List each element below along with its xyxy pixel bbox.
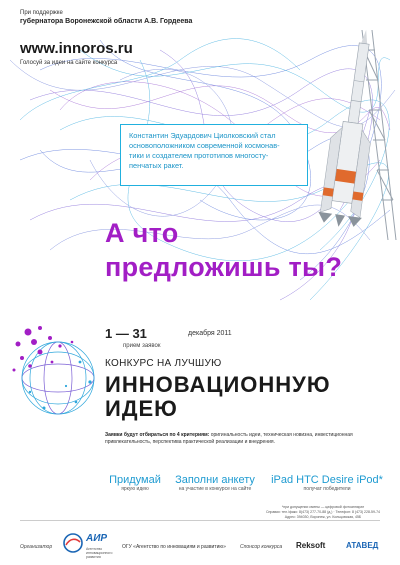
organizer-label: Организатор [20,544,53,550]
support-governor: губернатора Воронежской области А.В. Гордеева [20,18,193,25]
quote-line: основоположником современной космонав- [129,141,280,150]
dates-label: прием заявок [123,343,161,349]
step-1-subtitle: яркую идею [121,486,149,492]
step-2-subtitle: на участие в конкурсе на сайте [178,486,252,492]
air-logo-icon [62,532,84,554]
air-logo-subtitle: Агентство инновационного развития [86,547,113,559]
step-1-title: Придумай [109,474,161,486]
quote-line: пенчатых ракет. [129,161,184,170]
air-logo-text: АИР [86,533,108,544]
sponsor-label: Спонсор конкурса [240,544,283,550]
support-prefix: При поддержке [20,10,63,16]
atabed-logo: АТАВЕД [346,541,379,550]
rocket-body [317,27,388,230]
contact-line: Справки: тел./факс: 8(473) 277-70-88 (д.) · Телефон: 8 (473) 228-59-74 [265,510,381,514]
dotted-globe-logo [10,322,102,422]
agency-name: ОГУ «Агентство по инновациям и развитию» [122,544,226,550]
contact-line: *при допущении смены — цифровой фотоаппарат [281,505,365,509]
contact-line: Адрес: 394030, Воронеж, ул. Кольцовская, 45Б [284,515,362,519]
step-2 [170,474,260,492]
site-subtitle: Голосуй за идеи на сайте конкурса [20,60,118,66]
criteria-bold: Заявки будут отбираться по 4 критериям: [105,432,210,438]
dates-month-year: декабря 2011 [188,330,232,337]
site-url-link[interactable]: www.innoros.ru [20,40,133,57]
headline-line2: предложишь ты? [105,252,343,282]
step-3 [262,474,392,492]
contest-title-line2: ИДЕЮ [105,396,178,421]
footer-divider [20,520,380,521]
step-3-subtitle: получат победители [303,486,351,492]
step-2-title: Заполни анкету [175,474,255,486]
step-3-title: iPad HTC Desire iPod* [271,474,383,486]
quote-line: тики и создателем прототипов многосту- [129,151,269,160]
tsiolkovsky-quote-box [120,124,308,186]
contest-prefix: КОНКУРС НА ЛУЧШУЮ [105,358,222,369]
reksoft-logo: Reksoft [296,541,326,550]
contest-title-line1: ИННОВАЦИОННУЮ [105,372,331,397]
headline-line1: А что [105,218,179,248]
quote-line: Константин Эдуардович Циолковский стал [129,131,276,140]
criteria-body: оригинальность идеи, техническая новизна, инвестиционная привлекательность, перспектива практической реализации и внедрения. [105,432,353,445]
contact-info [258,505,388,520]
criteria-text [105,432,380,446]
dates-range: 1 — 31 [105,326,147,341]
launch-tower [362,30,396,240]
step-1 [100,474,170,492]
